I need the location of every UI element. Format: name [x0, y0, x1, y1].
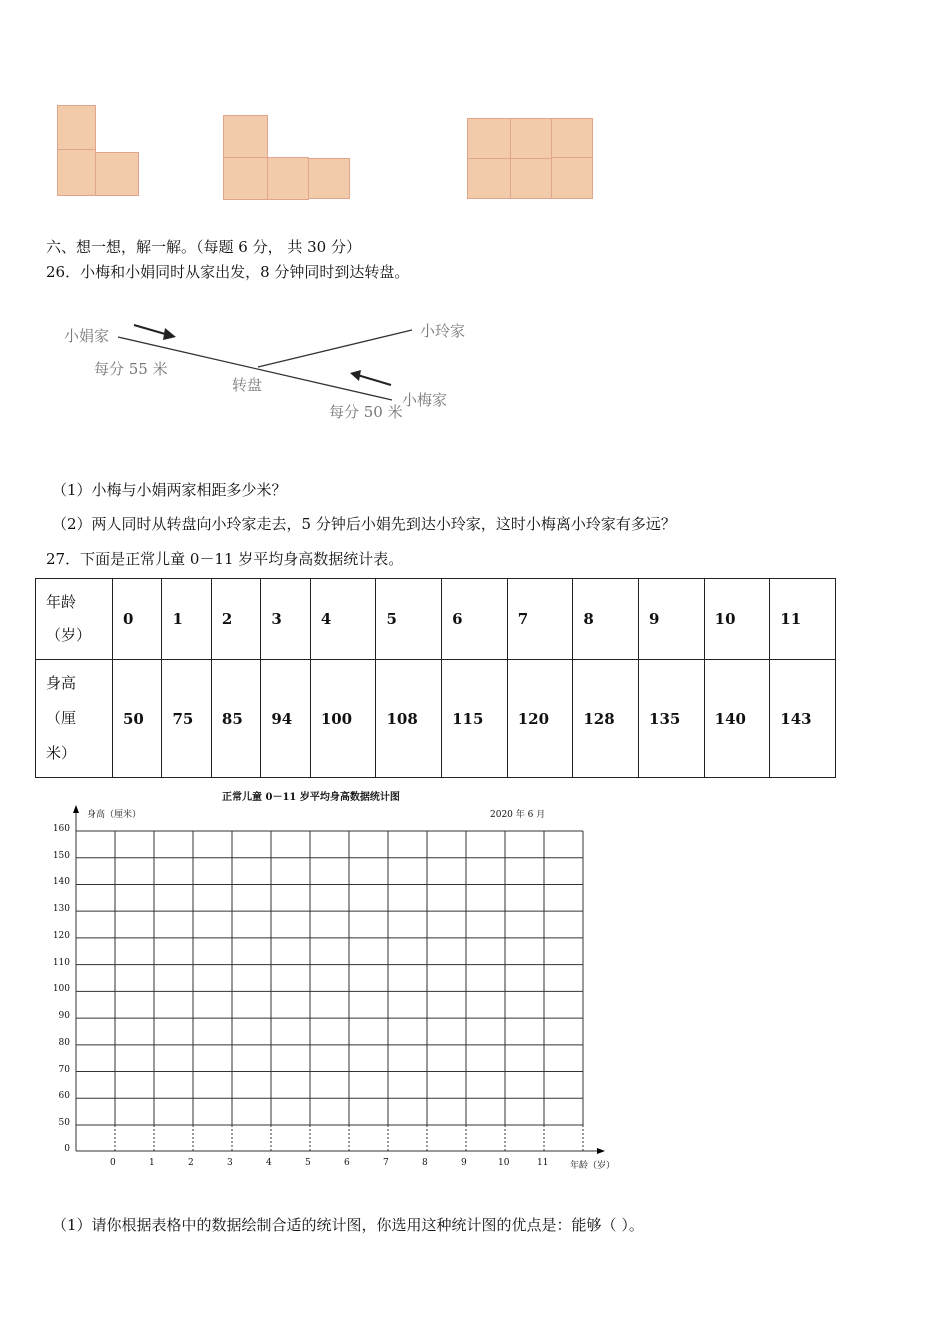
age-cell: 10	[704, 579, 770, 660]
header-text: 年龄	[46, 593, 77, 611]
height-cell: 85	[211, 660, 260, 778]
header-text: （岁）	[46, 626, 92, 644]
q26-stem: 26．小梅和小娟同时从家出发，8 分钟同时到达转盘。	[46, 263, 410, 281]
label-speed-juan: 每分 55 米	[94, 360, 168, 378]
y-tick-label: 120	[52, 930, 70, 941]
x-tick-label: 3	[227, 1158, 233, 1168]
y-axis-arrow	[73, 805, 79, 813]
label-xiaoling-home: 小玲家	[420, 322, 466, 340]
x-tick-label: 6	[344, 1158, 350, 1168]
age-cell: 5	[376, 579, 442, 660]
age-cell: 9	[639, 579, 705, 660]
header-text: （厘	[46, 709, 77, 727]
height-cell: 108	[376, 660, 442, 778]
x-tick-label: 9	[461, 1158, 467, 1168]
age-cell: 4	[310, 579, 376, 660]
y-tick-label: 90	[58, 1011, 70, 1022]
age-cell: 0	[113, 579, 162, 660]
age-cell: 8	[573, 579, 639, 660]
y-tick-label: 110	[52, 957, 70, 968]
y-tick-label: 50	[58, 1118, 70, 1128]
x-tick-label: 7	[383, 1158, 389, 1168]
label-speed-mei: 每分 50 米	[329, 403, 403, 421]
height-cell: 75	[162, 660, 211, 778]
x-tick-label: 8	[422, 1158, 428, 1168]
section-title: 六、想一想，解一解。（每题 6 分， 共 30 分）	[46, 238, 361, 256]
y-tick-label: 60	[58, 1091, 70, 1102]
y-tick-label: 140	[52, 877, 70, 888]
age-cell: 2	[211, 579, 260, 660]
chart-xlabel: 年龄（岁）	[570, 1161, 616, 1171]
y-tick-label: 70	[58, 1064, 70, 1075]
height-cell: 135	[639, 660, 705, 778]
x-tick-label: 4	[266, 1158, 272, 1168]
height-cell: 115	[442, 660, 508, 778]
x-tick-label: 1	[149, 1158, 155, 1168]
height-cell: 50	[113, 660, 162, 778]
label-xiaomei-home: 小梅家	[402, 391, 448, 409]
header-text: 米）	[46, 744, 77, 762]
x-tick-label: 5	[305, 1158, 311, 1168]
age-cell: 3	[261, 579, 310, 660]
x-tick-label: 10	[498, 1158, 510, 1168]
height-cell: 94	[261, 660, 310, 778]
height-cell: 143	[770, 660, 836, 778]
y-tick-label: 130	[52, 904, 70, 915]
y-tick-label: 0	[64, 1144, 70, 1154]
label-roundabout: 转盘	[232, 376, 263, 394]
x-tick-label: 2	[188, 1158, 194, 1168]
q26-sub1: （1）小梅与小娟两家相距多少米？	[52, 481, 287, 499]
height-cell: 140	[704, 660, 770, 778]
age-cell: 1	[162, 579, 211, 660]
chart-date: 2020 年 6 月	[490, 810, 546, 820]
age-cell: 7	[507, 579, 573, 660]
chart-title: 正常儿童 0－11 岁平均身高数据统计图	[222, 792, 400, 803]
age-cell: 6	[442, 579, 508, 660]
age-cell: 11	[770, 579, 836, 660]
q27-sub1: （1）请你根据表格中的数据绘制合适的统计图，你选用这种统计图的优点是：能够（ ）。	[52, 1216, 644, 1234]
x-tick-label: 11	[537, 1158, 549, 1168]
label-xiaojuan-home: 小娟家	[64, 327, 110, 345]
height-cell: 100	[310, 660, 376, 778]
height-cell: 128	[573, 660, 639, 778]
x-axis-arrow	[597, 1148, 605, 1154]
chart-ylabel: 身高（厘米）	[87, 810, 142, 820]
x-tick-label: 0	[110, 1158, 116, 1168]
q26-sub2: （2）两人同时从转盘向小玲家走去，5 分钟后小娟先到达小玲家，这时小梅离小玲家有多远？	[52, 515, 676, 533]
y-tick-label: 80	[58, 1037, 70, 1048]
q27-stem: 27．下面是正常儿童 0－11 岁平均身高数据统计表。	[46, 550, 404, 568]
y-tick-label: 150	[52, 850, 70, 861]
y-tick-label: 160	[52, 824, 70, 834]
y-tick-label: 100	[52, 984, 70, 995]
header-text: 身高	[46, 674, 77, 692]
height-cell: 120	[507, 660, 573, 778]
